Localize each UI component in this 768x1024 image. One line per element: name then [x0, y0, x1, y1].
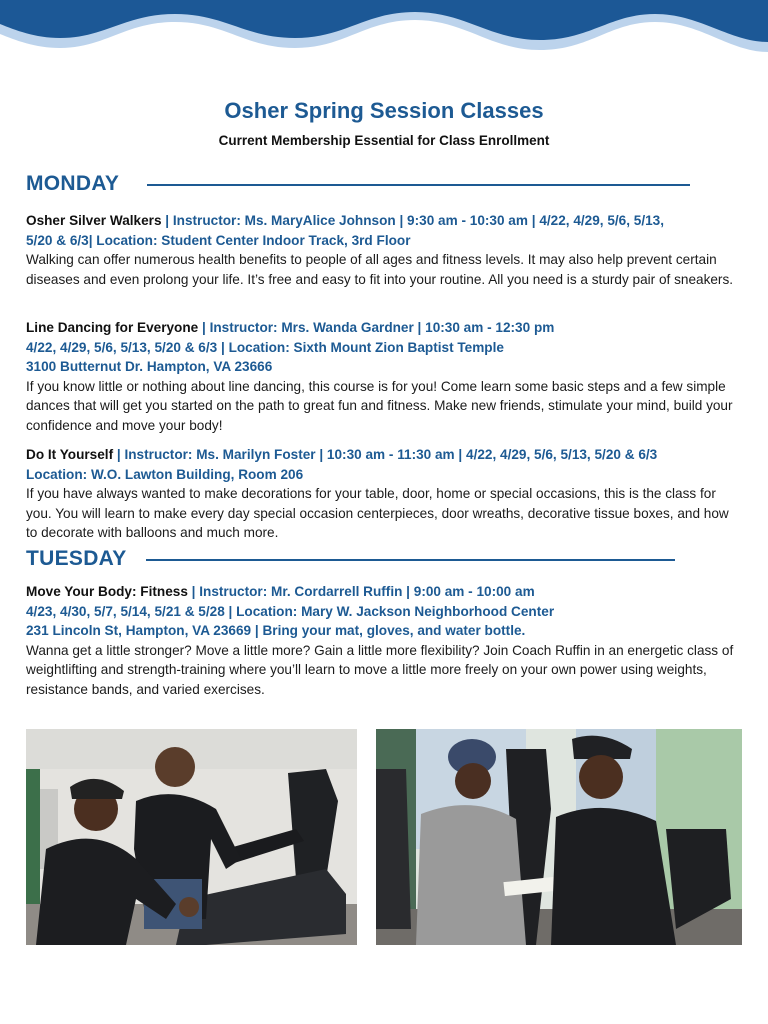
class-entry — [26, 318, 738, 435]
class-description: If you know little or nothing about line dancing, this course is for you! Come learn some basic steps and a few simple dances that will get you started on the path to great fun and fitness. Make new friends, stimulate your mind, build your confidence and move your body! — [26, 378, 733, 433]
photo-coach-consultation — [376, 729, 742, 945]
page-subtitle: Current Membership Essential for Class Enrollment — [218, 133, 550, 148]
class-entry — [26, 211, 738, 289]
class-header — [26, 582, 738, 641]
class-name: Osher Silver Walkers — [26, 213, 162, 228]
class-details: 4/22, 4/29, 5/6, 5/13, 5/20 & 6/3 | Location: Sixth Mount Zion Baptist Temple — [26, 339, 504, 355]
class-header — [26, 318, 738, 377]
class-details: | Instructor: Ms. Marilyn Foster | 10:30 am - 11:30 am | 4/22, 4/29, 5/6, 5/13, 5/20 & 6/3 — [113, 447, 658, 462]
photo-consultation-illustration — [376, 729, 742, 945]
class-description: Walking can offer numerous health benefits to people of all ages and fitness levels. It may also help prevent certain diseases and even prolong your life. It’s free and easy to fit into your routine. All you need is a sturdy pair of sneakers. — [26, 252, 734, 287]
class-header — [26, 211, 738, 250]
class-name: Move Your Body: Fitness — [26, 584, 188, 599]
class-description: Wanna get a little stronger? Move a little more? Gain a little more flexibility? Join Coach Ruffin in an energetic class of weightlifting and strength-training where you’ll learn to move a little more freely on your own power using weights, resistance bands, and varied exercises. — [26, 642, 734, 697]
class-details: 5/20 & 6/3| Location: Student Center Indoor Track, 3rd Floor — [26, 232, 411, 248]
monday-divider — [147, 184, 690, 186]
class-details: 3100 Butternut Dr. Hampton, VA 23666 — [26, 359, 273, 374]
day-heading-tuesday: TUESDAY — [26, 547, 127, 570]
page-title: Osher Spring Session Classes — [224, 98, 544, 123]
class-details: 4/23, 4/30, 5/7, 5/14, 5/21 & 5/28 | Location: Mary W. Jackson Neighborhood Center — [26, 603, 555, 619]
class-entry — [26, 582, 738, 699]
photo-treadmill-illustration — [26, 729, 357, 945]
tuesday-divider — [146, 559, 675, 561]
class-name: Line Dancing for Everyone — [26, 320, 199, 335]
class-details: | Instructor: Mrs. Wanda Gardner | 10:30 am - 12:30 pm — [198, 320, 555, 335]
class-entry — [26, 445, 738, 543]
class-details: | Instructor: Ms. MaryAlice Johnson | 9:30 am - 10:30 am | 4/22, 4/29, 5/6, 5/13, — [161, 213, 665, 228]
class-details: Location: W.O. Lawton Building, Room 206 — [26, 466, 304, 482]
class-details: | Instructor: Mr. Cordarrell Ruffin | 9:00 am - 10:00 am — [187, 584, 535, 599]
class-header — [26, 445, 738, 484]
class-name: Do It Yourself — [26, 447, 114, 462]
wave-header — [0, 0, 768, 60]
class-description: If you have always wanted to make decorations for your table, door, home or special occasions, this is the class for you. You will learn to make every day special occasion centerpieces, door wreaths, decorative tissue boxes, and how to decorate with balloons and much more. — [26, 486, 729, 540]
photo-treadmill-coaching — [26, 729, 357, 945]
day-heading-monday: MONDAY — [26, 172, 120, 195]
class-details: 231 Lincoln St, Hampton, VA 23669 | Bring your mat, gloves, and water bottle. — [26, 623, 526, 638]
